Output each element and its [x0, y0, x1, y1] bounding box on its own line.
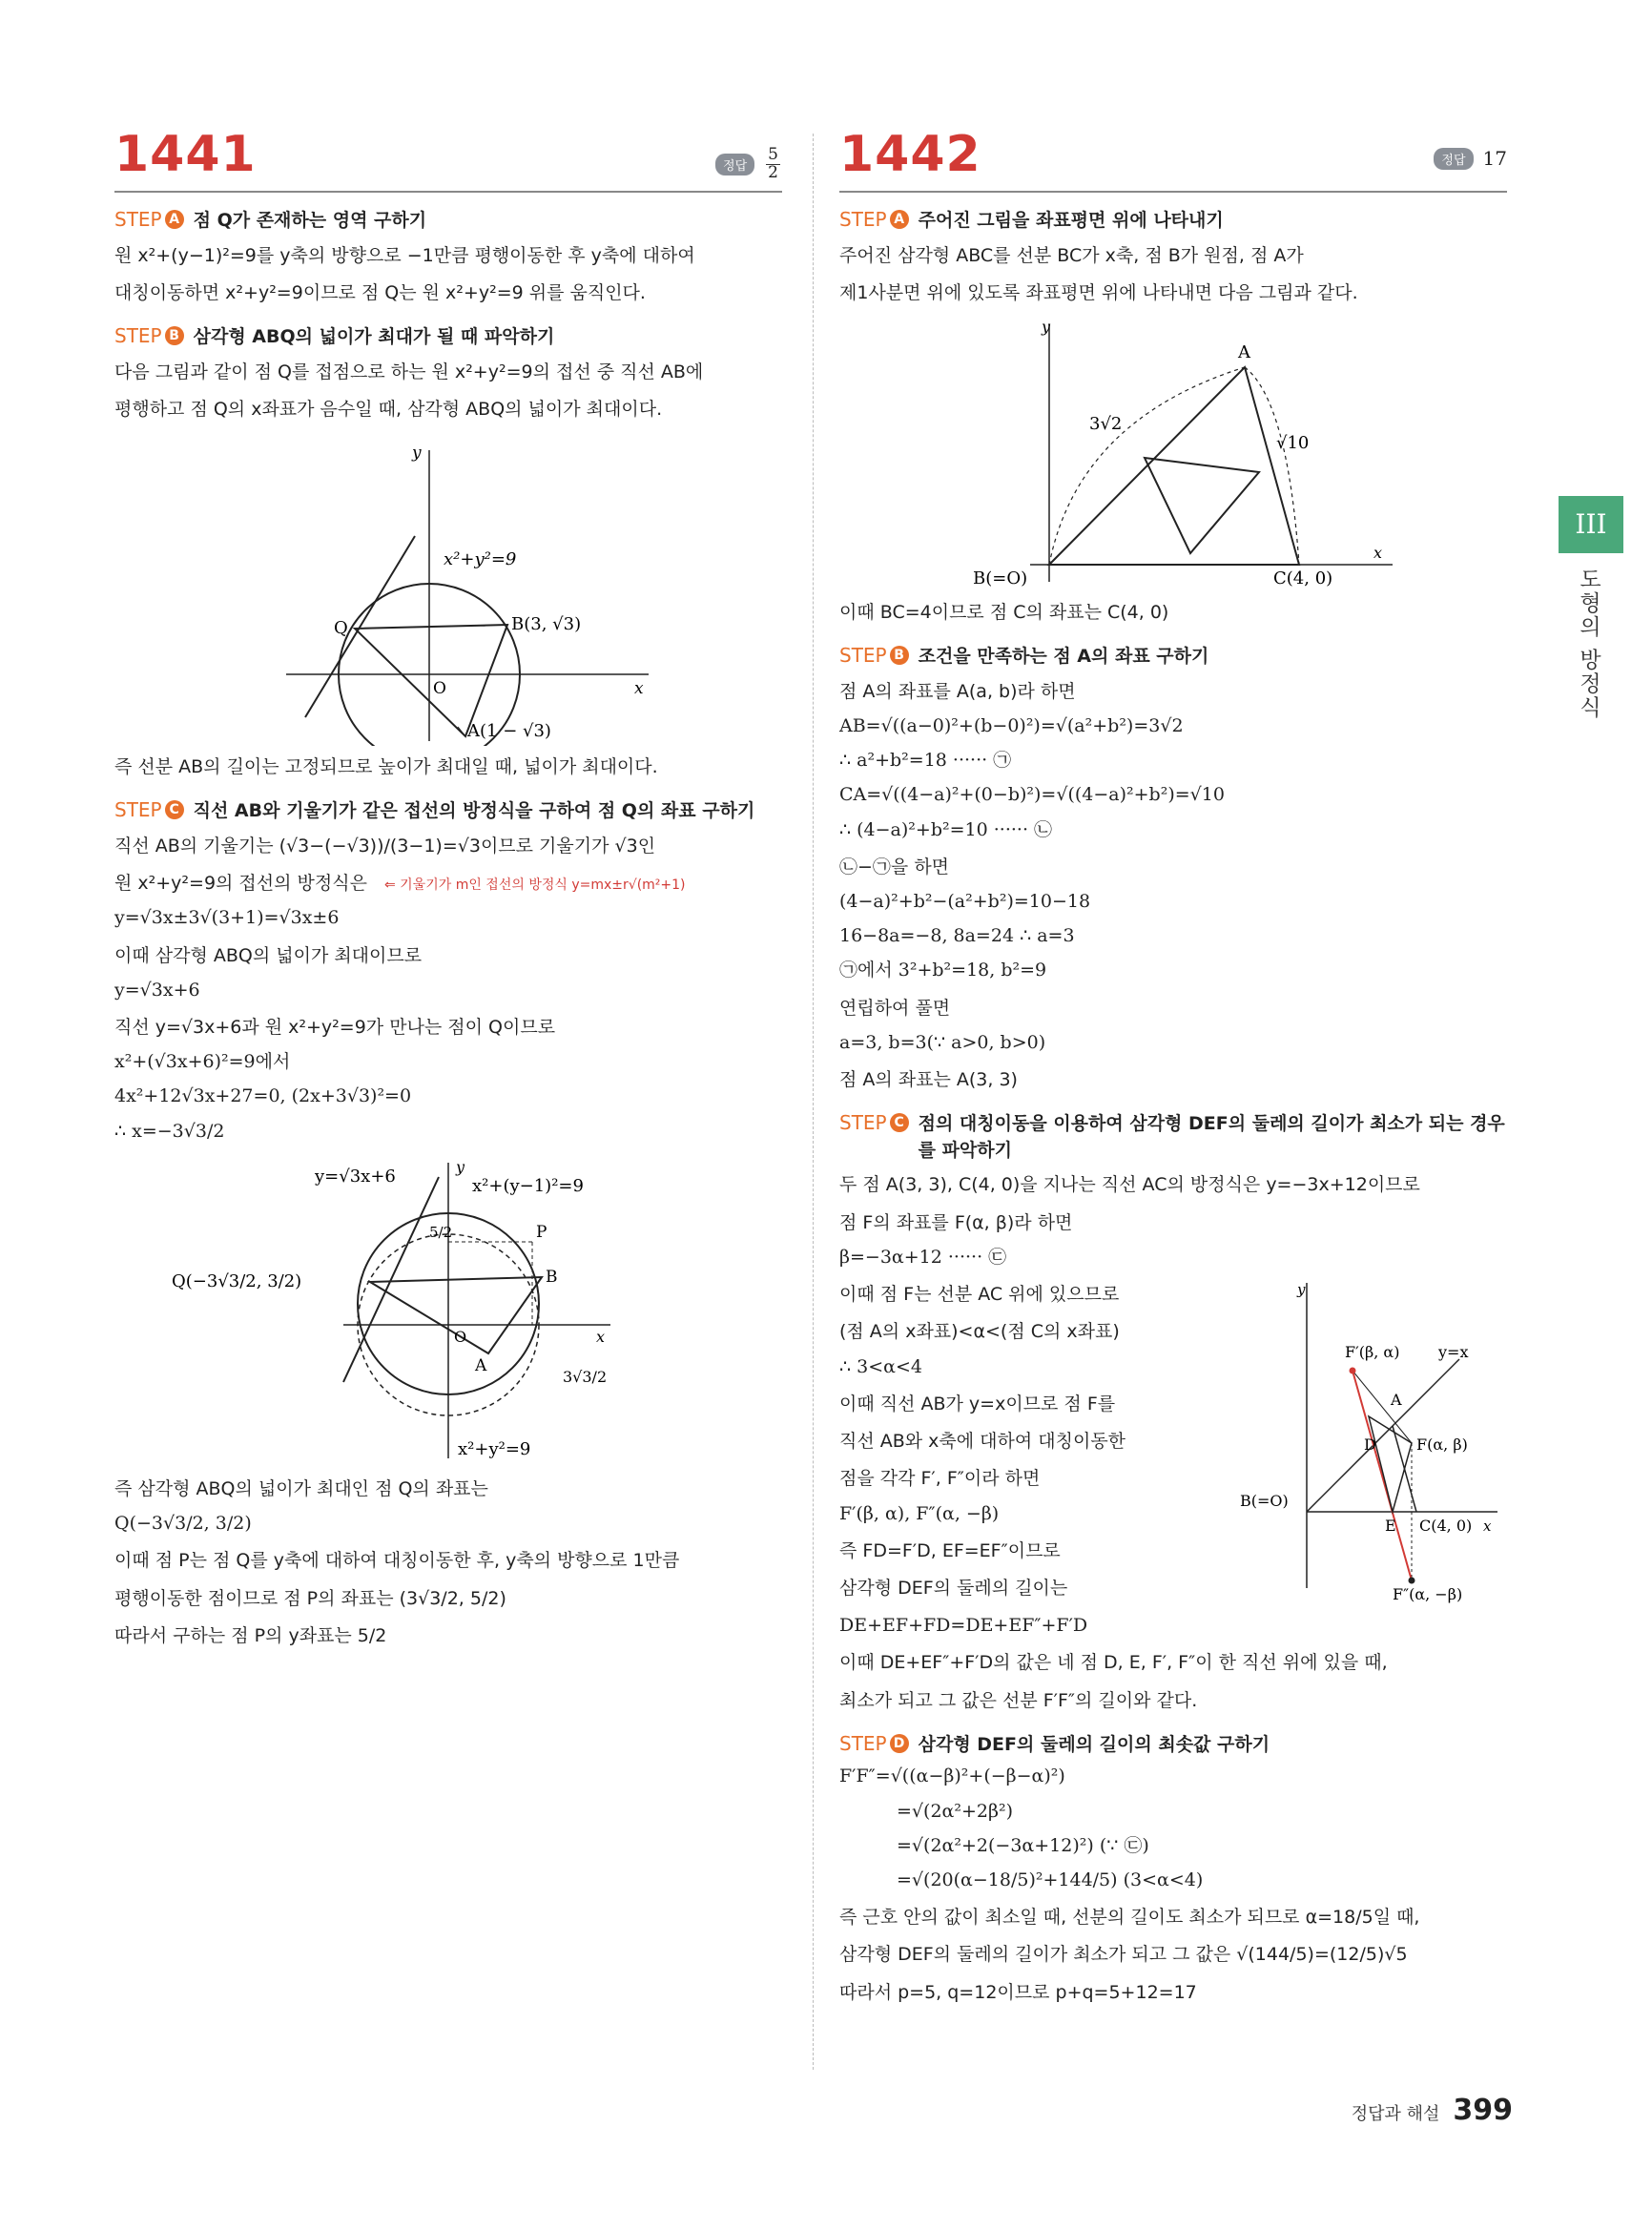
text-line: 이때 DE+EF″+F′D의 값은 네 점 D, E, F′, F″이 한 직선 위에 있을 때, — [839, 1652, 1388, 1674]
math-line: 4x²+12√3x+27=0, (2x+3√3)²=0 — [114, 1085, 412, 1107]
text-line: 점을 각각 F′, F″이라 하면 — [839, 1468, 1041, 1490]
math-line: =√(2α²+2β²) — [897, 1800, 1013, 1822]
text-line: 원 x²+(y−1)²=9를 y축의 방향으로 −1만큼 평행이동한 후 y축에 대하여 — [114, 244, 695, 266]
c-label: C(4, 0) — [1273, 568, 1333, 589]
text-line: 원 x²+y²=9의 접선의 방정식은 ⇐ 기울기가 m인 접선의 방정식 y=mx±r√(m²+1) — [114, 873, 686, 895]
x-label: x — [1483, 1518, 1492, 1536]
b-label: B(=O) — [973, 568, 1028, 589]
step-b — [839, 644, 1507, 671]
math-line: a=3, b=3(∵ a>0, b>0) — [839, 1031, 1046, 1053]
step-a — [114, 208, 782, 235]
text-line: 직선 AB의 기울기는 (√3−(−√3))/(3−1)=√3이므로 기울기가 √3인 — [114, 835, 656, 857]
b-label: B — [546, 1267, 558, 1287]
answer-numerator: 5 — [768, 145, 778, 164]
y-label: y — [1042, 318, 1051, 337]
math-line: ∴ x=−3√3/2 — [114, 1120, 225, 1142]
reflection-block — [839, 1273, 1507, 1607]
text-line: 이때 직선 AB가 y=x이므로 점 F를 — [839, 1393, 1116, 1414]
text-line: ㉡−㉠을 하면 — [839, 856, 950, 878]
text-line: 이때 BC=4이므로 점 C의 좌표는 C(4, 0) — [839, 602, 1169, 624]
fpp-label: F″(α, −β) — [1393, 1585, 1463, 1604]
problem-1441 — [114, 126, 782, 1652]
math-line: Q(−3√3/2, 3/2) — [114, 1513, 252, 1535]
fp-label: F′(β, α) — [1345, 1343, 1400, 1362]
page-number: 399 — [1453, 2094, 1513, 2127]
math-line: β=−3α+12 ······ ㉢ — [839, 1246, 1007, 1268]
text-line: 직선 AB와 x축에 대하여 대칭이동한 — [839, 1431, 1126, 1453]
text-line: 최소가 되고 그 값은 선분 F′F″의 길이와 같다. — [839, 1689, 1198, 1711]
step-tag: STEP B — [839, 644, 909, 667]
text-line: 점 A의 좌표를 A(a, b)라 하면 — [839, 680, 1076, 702]
x-label: x — [596, 1327, 606, 1346]
text-line: 대칭이동하면 x²+y²=9이므로 점 Q는 원 x²+y²=9 위를 움직인다. — [114, 281, 646, 303]
figure-circle-tangent — [114, 431, 782, 746]
y-label: y — [1297, 1281, 1306, 1299]
q-label: Q — [334, 618, 348, 639]
triangle-abq — [355, 625, 507, 736]
text-line: 즉 FD=F′D, EF=EF″이므로 — [839, 1539, 1061, 1561]
math-line: F′F″=√((α−β)²+(−β−α)²) — [839, 1765, 1065, 1787]
step-title: 점 Q가 존재하는 영역 구하기 — [193, 210, 427, 231]
step-d — [839, 1732, 1507, 1759]
y-label: y — [412, 444, 422, 464]
text-line: 직선 y=√3x+6과 원 x²+y²=9가 만나는 점이 Q이므로 — [114, 1017, 556, 1039]
text-line: 이때 점 F는 선분 AC 위에 있으므로 — [839, 1284, 1120, 1306]
b-label: B(=O) — [1240, 1492, 1289, 1511]
math-line: x²+(√3x+6)²=9에서 — [114, 1051, 291, 1073]
figure-reflection — [1221, 1273, 1507, 1607]
text-line: 두 점 A(3, 3), C(4, 0)을 지나는 직선 AC의 방정식은 y=−3x+12이므로 — [839, 1174, 1420, 1196]
problem-1442 — [839, 126, 1507, 2009]
x-label: x — [1373, 544, 1383, 563]
o-label: O — [454, 1327, 467, 1346]
triangle-def — [1369, 1416, 1412, 1512]
text-line: 점 A의 좌표는 A(3, 3) — [839, 1069, 1018, 1091]
step-title: 삼각형 ABQ의 넓이가 최대가 될 때 파악하기 — [193, 326, 555, 348]
answer-denominator: 2 — [768, 162, 778, 182]
figure-triangle-abc — [839, 315, 1507, 591]
hint-note: ⇐ 기울기가 m인 접선의 방정식 y=mx±r√(m²+1) — [383, 878, 686, 894]
o-label: O — [433, 679, 446, 699]
math-line: =√(20(α−18/5)²+144/5) (3<α<4) — [897, 1869, 1204, 1890]
text-line: 주어진 삼각형 ABC를 선분 BC가 x축, 점 B가 원점, 점 A가 — [839, 244, 1304, 266]
text-line: 따라서 p=5, q=12이므로 p+q=5+12=17 — [839, 1981, 1197, 2003]
text-line: 즉 근호 안의 값이 최소일 때, 선분의 길이도 최소가 되므로 α=18/5일 때, — [839, 1907, 1420, 1929]
q-label: Q(−3√3/2, 3/2) — [172, 1270, 302, 1291]
step-tag: STEP A — [114, 208, 184, 231]
math-line: AB=√((a−0)²+(b−0)²)=√(a²+b²)=3√2 — [839, 715, 1184, 737]
math-line: F′(β, α), F″(α, −β) — [839, 1502, 1000, 1524]
circle2-label: x²+y²=9 — [458, 1438, 531, 1459]
step-title: 주어진 그림을 좌표평면 위에 나타내기 — [918, 210, 1224, 231]
text-line: 평행이동한 점이므로 점 P의 좌표는 (3√3/2, 5/2) — [114, 1587, 506, 1609]
d-label: D — [1364, 1435, 1376, 1455]
x-label: x — [634, 679, 644, 699]
a-label: A — [475, 1355, 487, 1375]
math-line: 16−8a=−8, 8a=24 ∴ a=3 — [839, 925, 1075, 947]
column-divider — [813, 134, 814, 2070]
answer-fraction — [766, 147, 780, 182]
step-b — [114, 324, 782, 351]
b-label: B(3, √3) — [511, 614, 582, 635]
math-line: ∴ 3<α<4 — [839, 1355, 922, 1377]
half-label: 5/2 — [429, 1223, 453, 1241]
step-title: 직선 AB와 기울기가 같은 접선의 방정식을 구하여 점 Q의 좌표 구하기 — [193, 800, 755, 822]
step-title: 삼각형 DEF의 둘레의 길이의 최솟값 구하기 — [918, 1733, 1270, 1755]
a-label: A — [1391, 1391, 1402, 1410]
text-line: 따라서 구하는 점 P의 y좌표는 5/2 — [114, 1624, 387, 1646]
step-tag: STEP D — [839, 1732, 909, 1755]
y-label: y — [456, 1157, 465, 1176]
text-line: 삼각형 DEF의 둘레의 길이는 — [839, 1578, 1068, 1599]
step-tag: STEP A — [839, 208, 909, 231]
text-line: 다음 그림과 같이 점 Q를 접점으로 하는 원 x²+y²=9의 접선 중 직선 AB에 — [114, 361, 704, 382]
text-line: 점 F의 좌표를 F(α, β)라 하면 — [839, 1211, 1073, 1233]
text-line: 삼각형 DEF의 둘레의 길이가 최소가 되고 그 값은 √(144/5)=(12/5)√5 — [839, 1944, 1408, 1966]
step-c — [839, 1111, 1507, 1164]
math-line: =√(2α²+2(−3α+12)²) (∵ ㉢) — [897, 1834, 1149, 1856]
f-label: F(α, β) — [1416, 1435, 1468, 1455]
text-line: 연립하여 풀면 — [839, 997, 951, 1019]
math-line: (4−a)²+b²−(a²+b²)=10−18 — [839, 891, 1091, 913]
math-line: CA=√((4−a)²+(0−b)²)=√((4−a)²+b²)=√10 — [839, 784, 1225, 806]
yx-label: y=x — [1438, 1343, 1469, 1362]
step-tag: STEP C — [114, 798, 184, 821]
problem-number: 1442 — [839, 126, 981, 183]
step-c — [114, 798, 782, 825]
text-line: 즉 삼각형 ABQ의 넓이가 최대인 점 Q의 좌표는 — [114, 1477, 488, 1499]
text-line: 즉 선분 AB의 길이는 고정되므로 높이가 최대일 때, 넓이가 최대이다. — [114, 756, 658, 778]
figure-two-circles — [114, 1153, 782, 1468]
page-footer — [1352, 2094, 1513, 2127]
circle1-label: x²+(y−1)²=9 — [472, 1175, 584, 1196]
answer-value: 17 — [1482, 147, 1507, 170]
step-tag: STEP C — [839, 1111, 909, 1134]
step-a — [839, 208, 1507, 235]
step-tag: STEP B — [114, 324, 184, 347]
text-line: 제1사분면 위에 있도록 좌표평면 위에 나타내면 다음 그림과 같다. — [839, 281, 1358, 303]
text-line: 평행하고 점 Q의 x좌표가 음수일 때, 삼각형 ABQ의 넓이가 최대이다. — [114, 398, 663, 420]
problem-header — [114, 126, 782, 193]
problem-number: 1441 — [114, 126, 257, 183]
step-title: 조건을 만족하는 점 A의 좌표 구하기 — [918, 646, 1209, 668]
radius-label: 3√3/2 — [563, 1367, 608, 1386]
line-label: y=√3x+6 — [315, 1166, 396, 1187]
a-label: A(1 − √3) — [467, 721, 551, 742]
circle-label: x²+y²=9 — [444, 549, 517, 570]
pointer — [458, 727, 465, 736]
c-label: C(4, 0) — [1419, 1517, 1473, 1536]
text-line: 이때 점 P는 점 Q를 y축에 대하여 대칭이동한 후, y축의 방향으로 1만큼 — [114, 1550, 680, 1572]
ab-length: 3√2 — [1089, 414, 1123, 435]
p-label: P — [536, 1222, 547, 1242]
math-line: y=√3x±3√(3+1)=√3x±6 — [114, 907, 340, 929]
math-line: ∴ (4−a)²+b²=10 ······ ㉡ — [839, 818, 1053, 840]
footer-label: 정답과 해설 — [1351, 2104, 1440, 2124]
point-fp — [1350, 1368, 1356, 1374]
e-label: E — [1385, 1517, 1396, 1536]
math-line: DE+EF+FD=DE+EF″+F′D — [839, 1615, 1088, 1637]
step-title: 점의 대칭이동을 이용하여 삼각형 DEF의 둘레의 길이가 최소가 되는 경우를 파악하기 — [918, 1113, 1505, 1161]
chapter-title: 도형의 방정식 — [1576, 568, 1600, 720]
math-line: ∴ a²+b²=18 ······ ㉠ — [839, 750, 1012, 772]
answer-box — [1434, 147, 1507, 170]
answer-box — [715, 147, 782, 182]
answer-badge: 정답 — [1434, 148, 1473, 170]
point-fpp — [1409, 1578, 1415, 1584]
problem-header — [839, 126, 1507, 193]
text-line: (점 A의 x좌표)<α<(점 C의 x좌표) — [839, 1321, 1120, 1343]
math-line: ㉠에서 3²+b²=18, b²=9 — [839, 960, 1047, 981]
chapter-tab: III — [1559, 496, 1623, 553]
answer-badge: 정답 — [715, 154, 754, 176]
ac-length: √10 — [1276, 433, 1310, 454]
triangle-def — [1145, 458, 1259, 553]
a-label: A — [1238, 342, 1250, 363]
text-line: 이때 삼각형 ABQ의 넓이가 최대이므로 — [114, 944, 423, 966]
segment-fpf — [1353, 1371, 1412, 1443]
math-line: y=√3x+6 — [114, 979, 200, 1001]
